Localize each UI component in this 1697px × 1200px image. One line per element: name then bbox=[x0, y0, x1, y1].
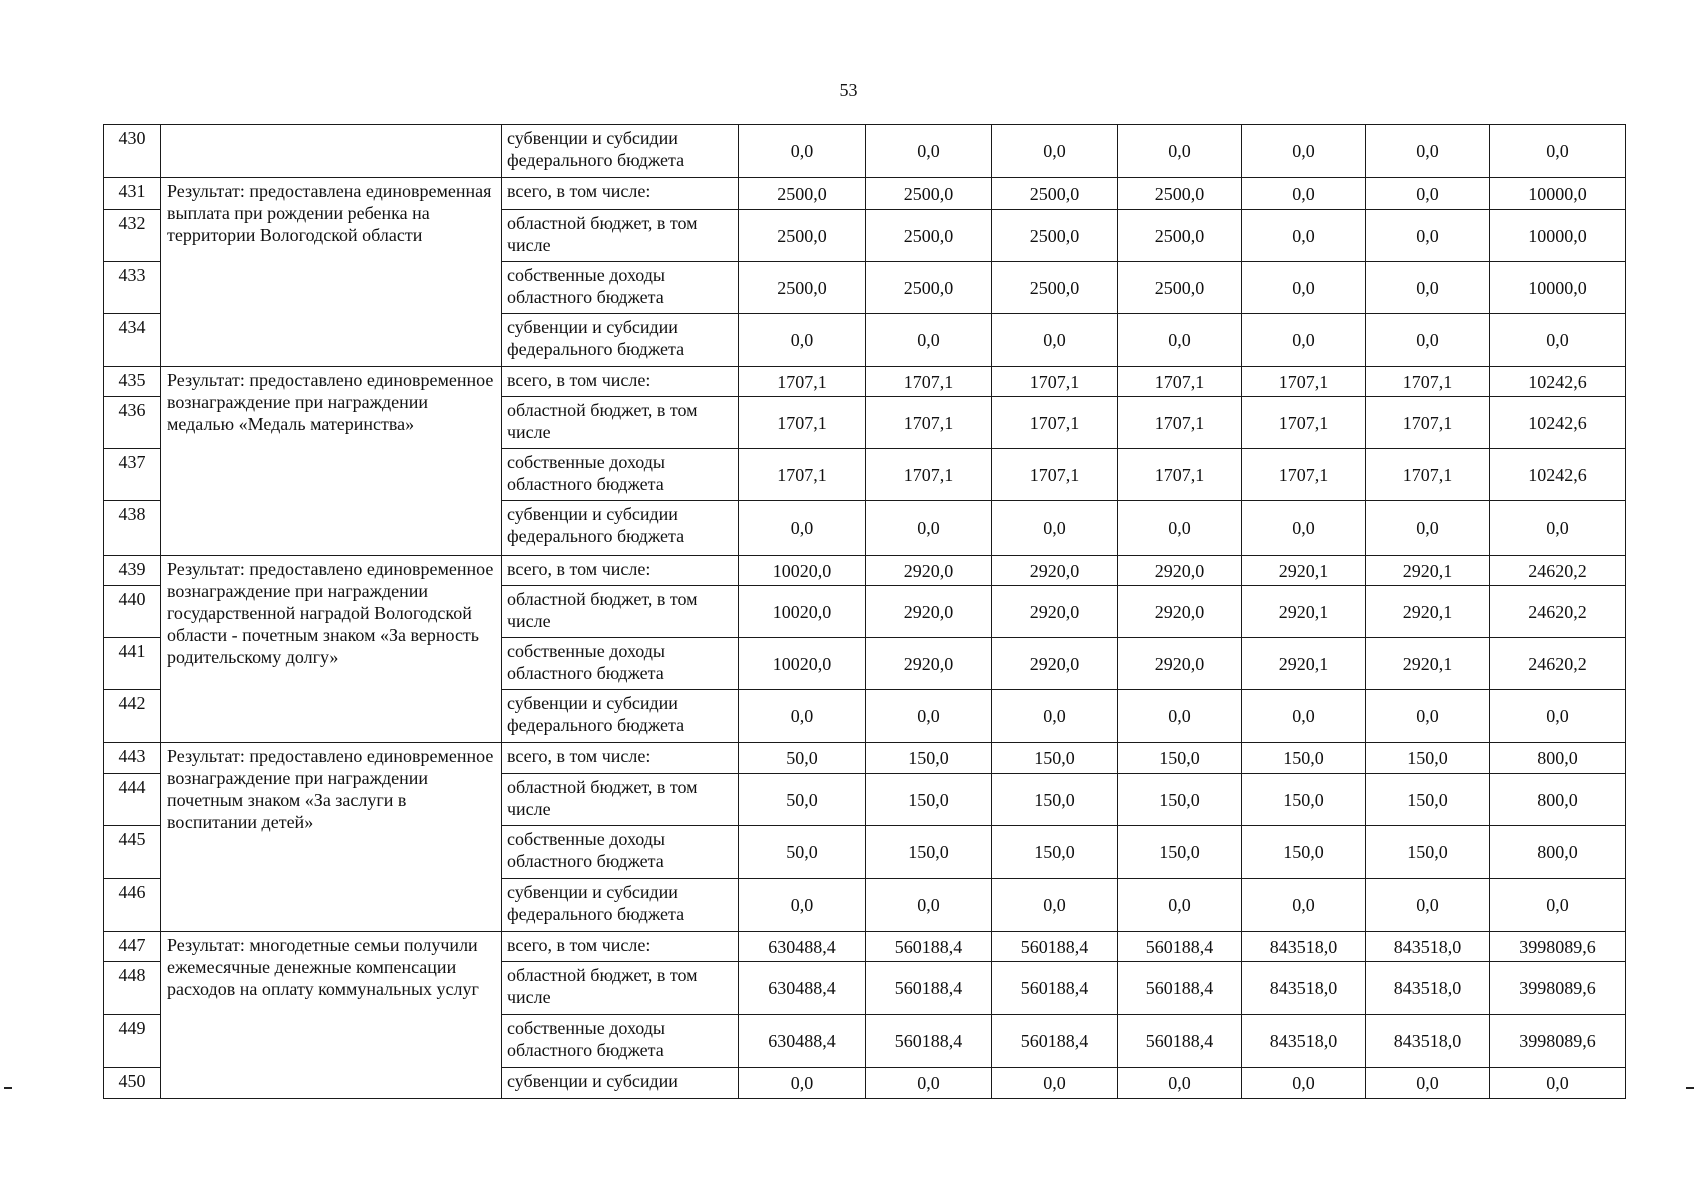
amount-cell: 0,0 bbox=[1118, 1068, 1242, 1099]
funding-source: областной бюджет, в том числе bbox=[502, 210, 739, 262]
amount-cell: 0,0 bbox=[1366, 314, 1490, 367]
result-description: Результат: предоставлено единовременное вознаграждение при награждении медалью «Медаль материнства» bbox=[161, 367, 502, 556]
amount-cell: 150,0 bbox=[1242, 774, 1366, 826]
amount-cell: 560188,4 bbox=[992, 932, 1118, 962]
amount-cell: 800,0 bbox=[1490, 743, 1626, 774]
amount-cell: 150,0 bbox=[1366, 826, 1490, 879]
funding-source: собственные доходы областного бюджета bbox=[502, 1015, 739, 1068]
amount-cell: 2920,1 bbox=[1242, 638, 1366, 690]
amount-cell: 150,0 bbox=[992, 826, 1118, 879]
row-number: 440 bbox=[104, 586, 161, 638]
amount-cell: 2500,0 bbox=[1118, 262, 1242, 314]
funding-source: всего, в том числе: bbox=[502, 178, 739, 210]
table-row bbox=[104, 178, 1626, 210]
result-description: Результат: предоставлено единовременное вознаграждение при награждении почетным знаком «За заслуги в воспитании детей» bbox=[161, 743, 502, 932]
row-number: 445 bbox=[104, 826, 161, 879]
row-number: 434 bbox=[104, 314, 161, 367]
amount-cell: 560188,4 bbox=[866, 1015, 992, 1068]
amount-cell: 0,0 bbox=[1118, 879, 1242, 932]
funding-source: всего, в том числе: bbox=[502, 743, 739, 774]
row-number: 438 bbox=[104, 501, 161, 556]
amount-cell: 2500,0 bbox=[866, 262, 992, 314]
amount-cell: 2920,1 bbox=[1366, 586, 1490, 638]
amount-cell: 630488,4 bbox=[739, 962, 866, 1015]
amount-cell: 1707,1 bbox=[1242, 397, 1366, 449]
budget-table bbox=[103, 124, 1626, 1099]
amount-cell: 0,0 bbox=[739, 1068, 866, 1099]
row-number: 441 bbox=[104, 638, 161, 690]
amount-cell: 1707,1 bbox=[1118, 367, 1242, 397]
amount-cell: 0,0 bbox=[1490, 501, 1626, 556]
amount-cell: 0,0 bbox=[866, 314, 992, 367]
amount-cell: 0,0 bbox=[992, 501, 1118, 556]
amount-cell: 3998089,6 bbox=[1490, 1015, 1626, 1068]
funding-source: собственные доходы областного бюджета bbox=[502, 262, 739, 314]
amount-cell: 2500,0 bbox=[1118, 210, 1242, 262]
amount-cell: 150,0 bbox=[866, 826, 992, 879]
amount-cell: 3998089,6 bbox=[1490, 962, 1626, 1015]
amount-cell: 150,0 bbox=[1366, 774, 1490, 826]
amount-cell: 2920,1 bbox=[1242, 556, 1366, 586]
scan-mark-left bbox=[4, 1087, 12, 1089]
amount-cell: 0,0 bbox=[992, 879, 1118, 932]
amount-cell: 1707,1 bbox=[1118, 449, 1242, 501]
amount-cell: 50,0 bbox=[739, 826, 866, 879]
amount-cell: 2500,0 bbox=[866, 210, 992, 262]
amount-cell: 0,0 bbox=[1118, 314, 1242, 367]
funding-source: субвенции и субсидии федерального бюджета bbox=[502, 125, 739, 178]
table-row bbox=[104, 743, 1626, 774]
amount-cell: 2920,1 bbox=[1242, 586, 1366, 638]
amount-cell: 0,0 bbox=[1118, 125, 1242, 178]
amount-cell: 1707,1 bbox=[739, 367, 866, 397]
amount-cell: 0,0 bbox=[1118, 690, 1242, 743]
amount-cell: 0,0 bbox=[1242, 125, 1366, 178]
amount-cell: 50,0 bbox=[739, 743, 866, 774]
amount-cell: 843518,0 bbox=[1242, 932, 1366, 962]
amount-cell: 150,0 bbox=[1366, 743, 1490, 774]
amount-cell: 0,0 bbox=[739, 314, 866, 367]
amount-cell: 2500,0 bbox=[992, 210, 1118, 262]
amount-cell: 150,0 bbox=[1118, 743, 1242, 774]
amount-cell: 0,0 bbox=[1242, 501, 1366, 556]
amount-cell: 0,0 bbox=[1366, 178, 1490, 210]
amount-cell: 10000,0 bbox=[1490, 210, 1626, 262]
amount-cell: 2920,0 bbox=[1118, 556, 1242, 586]
amount-cell: 2920,0 bbox=[992, 638, 1118, 690]
amount-cell: 0,0 bbox=[1242, 210, 1366, 262]
row-number: 447 bbox=[104, 932, 161, 962]
amount-cell: 2500,0 bbox=[739, 262, 866, 314]
funding-source: собственные доходы областного бюджета bbox=[502, 638, 739, 690]
amount-cell: 0,0 bbox=[992, 690, 1118, 743]
amount-cell: 0,0 bbox=[1242, 178, 1366, 210]
amount-cell: 1707,1 bbox=[992, 449, 1118, 501]
amount-cell: 0,0 bbox=[1490, 314, 1626, 367]
amount-cell: 843518,0 bbox=[1242, 1015, 1366, 1068]
row-number: 442 bbox=[104, 690, 161, 743]
funding-source: всего, в том числе: bbox=[502, 367, 739, 397]
amount-cell: 1707,1 bbox=[1366, 397, 1490, 449]
amount-cell: 1707,1 bbox=[1366, 367, 1490, 397]
result-description: Результат: многодетные семьи получили ежемесячные денежные компенсации расходов на оплату коммунальных услуг bbox=[161, 932, 502, 1099]
amount-cell: 2920,0 bbox=[1118, 586, 1242, 638]
amount-cell: 2500,0 bbox=[992, 262, 1118, 314]
amount-cell: 0,0 bbox=[1242, 879, 1366, 932]
funding-source: всего, в том числе: bbox=[502, 556, 739, 586]
amount-cell: 630488,4 bbox=[739, 1015, 866, 1068]
amount-cell: 10020,0 bbox=[739, 638, 866, 690]
amount-cell: 1707,1 bbox=[1366, 449, 1490, 501]
row-number: 448 bbox=[104, 962, 161, 1015]
amount-cell: 2500,0 bbox=[1118, 178, 1242, 210]
amount-cell: 0,0 bbox=[1242, 262, 1366, 314]
amount-cell: 0,0 bbox=[866, 1068, 992, 1099]
row-number: 431 bbox=[104, 178, 161, 210]
row-number: 449 bbox=[104, 1015, 161, 1068]
funding-source: собственные доходы областного бюджета bbox=[502, 826, 739, 879]
amount-cell: 0,0 bbox=[866, 690, 992, 743]
amount-cell: 0,0 bbox=[1242, 314, 1366, 367]
amount-cell: 560188,4 bbox=[866, 932, 992, 962]
amount-cell: 10020,0 bbox=[739, 586, 866, 638]
amount-cell: 1707,1 bbox=[1242, 449, 1366, 501]
amount-cell: 2920,0 bbox=[992, 556, 1118, 586]
amount-cell: 150,0 bbox=[1242, 826, 1366, 879]
row-number: 444 bbox=[104, 774, 161, 826]
amount-cell: 150,0 bbox=[1118, 826, 1242, 879]
table-row bbox=[104, 932, 1626, 962]
amount-cell: 24620,2 bbox=[1490, 586, 1626, 638]
funding-source: субвенции и субсидии федерального бюджета bbox=[502, 314, 739, 367]
amount-cell: 0,0 bbox=[1366, 690, 1490, 743]
table-row bbox=[104, 556, 1626, 586]
result-description: Результат: предоставлено единовременное вознаграждение при награждении государственной наградой Вологодской области - почетным знаком «За верность родительскому долгу» bbox=[161, 556, 502, 743]
amount-cell: 0,0 bbox=[866, 501, 992, 556]
amount-cell: 24620,2 bbox=[1490, 638, 1626, 690]
amount-cell: 0,0 bbox=[992, 1068, 1118, 1099]
funding-source: субвенции и субсидии федерального бюджета bbox=[502, 690, 739, 743]
amount-cell: 800,0 bbox=[1490, 774, 1626, 826]
amount-cell: 0,0 bbox=[992, 125, 1118, 178]
amount-cell: 1707,1 bbox=[1242, 367, 1366, 397]
amount-cell: 0,0 bbox=[1490, 690, 1626, 743]
table-body bbox=[104, 125, 1626, 1099]
amount-cell: 630488,4 bbox=[739, 932, 866, 962]
amount-cell: 0,0 bbox=[739, 690, 866, 743]
amount-cell: 0,0 bbox=[739, 125, 866, 178]
amount-cell: 1707,1 bbox=[739, 397, 866, 449]
amount-cell: 2500,0 bbox=[739, 178, 866, 210]
amount-cell: 150,0 bbox=[992, 743, 1118, 774]
amount-cell: 0,0 bbox=[1490, 879, 1626, 932]
amount-cell: 1707,1 bbox=[866, 367, 992, 397]
funding-source: всего, в том числе: bbox=[502, 932, 739, 962]
funding-source: областной бюджет, в том числе bbox=[502, 962, 739, 1015]
amount-cell: 0,0 bbox=[1366, 1068, 1490, 1099]
amount-cell: 0,0 bbox=[992, 314, 1118, 367]
funding-source: субвенции и субсидии bbox=[502, 1068, 739, 1099]
amount-cell: 150,0 bbox=[866, 743, 992, 774]
row-number: 443 bbox=[104, 743, 161, 774]
amount-cell: 800,0 bbox=[1490, 826, 1626, 879]
amount-cell: 24620,2 bbox=[1490, 556, 1626, 586]
amount-cell: 843518,0 bbox=[1242, 962, 1366, 1015]
funding-source: областной бюджет, в том числе bbox=[502, 774, 739, 826]
amount-cell: 560188,4 bbox=[1118, 932, 1242, 962]
amount-cell: 560188,4 bbox=[992, 962, 1118, 1015]
amount-cell: 0,0 bbox=[1490, 1068, 1626, 1099]
amount-cell: 10242,6 bbox=[1490, 367, 1626, 397]
amount-cell: 0,0 bbox=[739, 879, 866, 932]
amount-cell: 150,0 bbox=[866, 774, 992, 826]
amount-cell: 0,0 bbox=[1366, 262, 1490, 314]
funding-source: собственные доходы областного бюджета bbox=[502, 449, 739, 501]
amount-cell: 1707,1 bbox=[992, 367, 1118, 397]
amount-cell: 50,0 bbox=[739, 774, 866, 826]
result-description: Результат: предоставлена единовременная выплата при рождении ребенка на территории Вологодской области bbox=[161, 178, 502, 367]
table-row bbox=[104, 125, 1626, 178]
amount-cell: 843518,0 bbox=[1366, 932, 1490, 962]
amount-cell: 2920,1 bbox=[1366, 638, 1490, 690]
amount-cell: 2920,1 bbox=[1366, 556, 1490, 586]
amount-cell: 0,0 bbox=[1366, 210, 1490, 262]
amount-cell: 2920,0 bbox=[1118, 638, 1242, 690]
amount-cell: 10000,0 bbox=[1490, 178, 1626, 210]
row-number: 433 bbox=[104, 262, 161, 314]
table-row bbox=[104, 367, 1626, 397]
row-number: 437 bbox=[104, 449, 161, 501]
amount-cell: 560188,4 bbox=[992, 1015, 1118, 1068]
amount-cell: 10242,6 bbox=[1490, 397, 1626, 449]
page-number: 53 bbox=[839, 80, 858, 100]
amount-cell: 2920,0 bbox=[866, 586, 992, 638]
row-number: 436 bbox=[104, 397, 161, 449]
funding-source: областной бюджет, в том числе bbox=[502, 397, 739, 449]
amount-cell: 1707,1 bbox=[1118, 397, 1242, 449]
row-number: 450 bbox=[104, 1068, 161, 1099]
amount-cell: 1707,1 bbox=[866, 397, 992, 449]
row-number: 430 bbox=[104, 125, 161, 178]
amount-cell: 10020,0 bbox=[739, 556, 866, 586]
amount-cell: 0,0 bbox=[1366, 879, 1490, 932]
result-description bbox=[161, 125, 502, 178]
amount-cell: 2920,0 bbox=[866, 638, 992, 690]
amount-cell: 2500,0 bbox=[866, 178, 992, 210]
scan-mark-right bbox=[1686, 1087, 1694, 1089]
amount-cell: 2500,0 bbox=[992, 178, 1118, 210]
amount-cell: 3998089,6 bbox=[1490, 932, 1626, 962]
row-number: 439 bbox=[104, 556, 161, 586]
amount-cell: 0,0 bbox=[739, 501, 866, 556]
amount-cell: 150,0 bbox=[1118, 774, 1242, 826]
amount-cell: 150,0 bbox=[1242, 743, 1366, 774]
amount-cell: 560188,4 bbox=[1118, 1015, 1242, 1068]
amount-cell: 0,0 bbox=[1242, 690, 1366, 743]
amount-cell: 10000,0 bbox=[1490, 262, 1626, 314]
funding-source: субвенции и субсидии федерального бюджета bbox=[502, 501, 739, 556]
amount-cell: 10242,6 bbox=[1490, 449, 1626, 501]
amount-cell: 0,0 bbox=[1366, 125, 1490, 178]
amount-cell: 0,0 bbox=[866, 125, 992, 178]
amount-cell: 560188,4 bbox=[1118, 962, 1242, 1015]
amount-cell: 0,0 bbox=[1490, 125, 1626, 178]
amount-cell: 1707,1 bbox=[866, 449, 992, 501]
funding-source: субвенции и субсидии федерального бюджета bbox=[502, 879, 739, 932]
amount-cell: 2920,0 bbox=[992, 586, 1118, 638]
amount-cell: 0,0 bbox=[1242, 1068, 1366, 1099]
row-number: 432 bbox=[104, 210, 161, 262]
row-number: 446 bbox=[104, 879, 161, 932]
amount-cell: 1707,1 bbox=[992, 397, 1118, 449]
amount-cell: 0,0 bbox=[1366, 501, 1490, 556]
row-number: 435 bbox=[104, 367, 161, 397]
amount-cell: 2500,0 bbox=[739, 210, 866, 262]
amount-cell: 843518,0 bbox=[1366, 1015, 1490, 1068]
amount-cell: 0,0 bbox=[1118, 501, 1242, 556]
amount-cell: 2920,0 bbox=[866, 556, 992, 586]
amount-cell: 1707,1 bbox=[739, 449, 866, 501]
amount-cell: 150,0 bbox=[992, 774, 1118, 826]
funding-source: областной бюджет, в том числе bbox=[502, 586, 739, 638]
amount-cell: 843518,0 bbox=[1366, 962, 1490, 1015]
amount-cell: 0,0 bbox=[866, 879, 992, 932]
amount-cell: 560188,4 bbox=[866, 962, 992, 1015]
